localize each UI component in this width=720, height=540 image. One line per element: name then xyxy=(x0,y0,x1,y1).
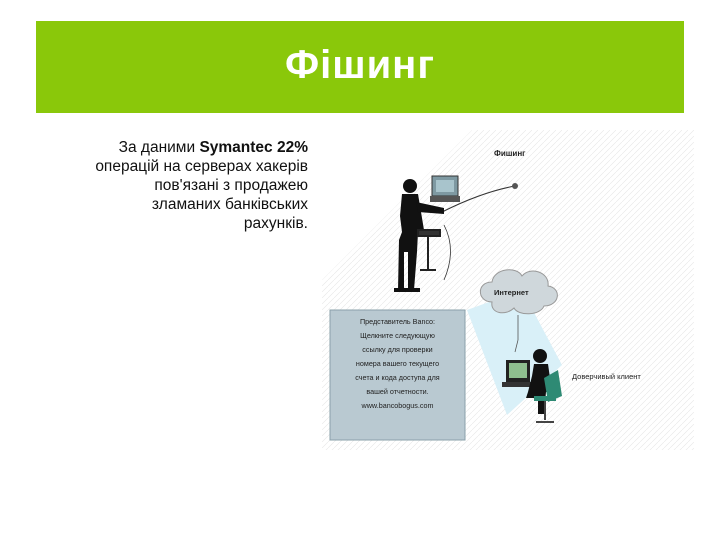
message-line-7: www.bancobogus.com xyxy=(361,401,434,410)
body-line-2: операцій на серверах хакерів xyxy=(95,158,308,175)
body-line-1-bold: Symantec 22% xyxy=(199,139,308,156)
body-text xyxy=(40,138,308,233)
cloud-label: Интернет xyxy=(494,288,529,297)
hacker-computer-icon xyxy=(430,176,460,202)
slide-title: Фішинг xyxy=(284,42,435,87)
message-line-3: ссылку для проверки xyxy=(362,345,433,354)
title-bar xyxy=(36,21,684,113)
diagram-caption: Фишинг xyxy=(494,149,526,158)
body-line-1-text: За даними xyxy=(118,139,200,156)
client-label: Доверчивый клиент xyxy=(572,372,641,381)
hook-icon xyxy=(512,183,518,189)
message-line-4: номера вашего текущего xyxy=(355,359,440,368)
phishing-illustration xyxy=(322,130,694,450)
body-line-4: зламаних банківських xyxy=(151,196,308,213)
message-line-1: Представитель Banco: xyxy=(359,317,436,326)
message-line-5: счета и кода доступа для xyxy=(355,373,440,382)
phishing-message-box xyxy=(330,310,465,440)
body-line-3: пов'язані з продажею xyxy=(154,177,308,194)
message-line-2: Щелкните следующую xyxy=(360,331,435,340)
body-line-5: рахунків. xyxy=(243,215,308,232)
body-line-1 xyxy=(40,138,308,157)
message-line-6: вашей отчетности. xyxy=(366,387,429,396)
